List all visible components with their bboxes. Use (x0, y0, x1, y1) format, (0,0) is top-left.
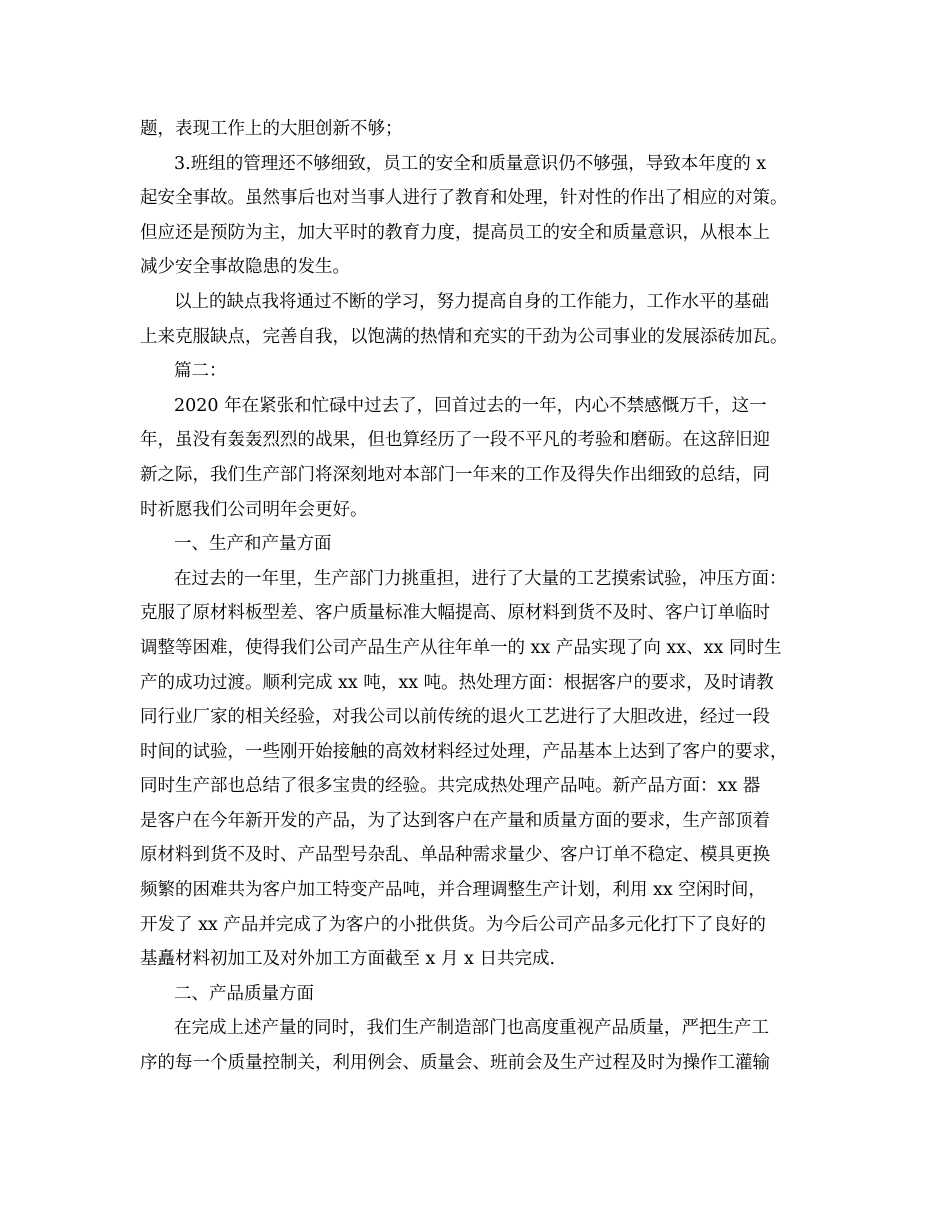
text-line: 上来克服缺点，完善自我，以饱满的热情和充实的干劲为公司事业的发展添砖加瓦。 (140, 326, 788, 347)
text-line: 基矗材料初加工及对外加工方面截至 x 月 x 日共完成. (140, 949, 556, 970)
text-line: 在完成上述产量的同时，我们生产制造部门也高度重视产品质量，严把生产工 (174, 1018, 769, 1039)
text-line: 3.班组的管理还不够细致，员工的安全和质量意识仍不够强，导致本年度的 x (174, 153, 767, 174)
text-line: 篇二： (174, 361, 227, 382)
text-line: 序的每一个质量控制关，利用例会、质量会、班前会及生产过程及时为操作工灌输 (140, 1053, 770, 1074)
text-line: 减少安全事故隐患的发生。 (140, 257, 350, 278)
text-line: 题，表现工作上的大胆创新不够； (140, 119, 403, 139)
text-line: 开发了 xx 产品并完成了为客户的小批供货。为今后公司产品多元化打下了良好的 (140, 914, 766, 935)
text-line: 是客户在今年新开发的产品，为了达到客户在产量和质量方面的要求，生产部顶着 (140, 810, 770, 831)
document-body (140, 112, 830, 1081)
text-line: 克服了原材料板型差、客户质量标准大幅提高、原材料到货不及时、客户订单临时 (140, 603, 770, 624)
text-line: 二、产品质量方面 (174, 983, 314, 1004)
text-line: 一、生产和产量方面 (174, 534, 332, 555)
text-line: 同时生产部也总结了很多宝贵的经验。共完成热处理产品吨。新产品方面：xx 器 (140, 776, 761, 797)
text-line: 在过去的一年里，生产部门力挑重担，进行了大量的工艺摸索试验，冲压方面： (174, 568, 787, 589)
text-line: 产的成功过渡。顺利完成 xx 吨，xx 吨。热处理方面：根据客户的要求，及时请教 (140, 672, 774, 693)
text-line: 调整等困难，使得我们公司产品生产从往年单一的 xx 产品实现了向 xx、xx 同时生 (140, 637, 782, 658)
text-line: 年，虽没有轰轰烈烈的战果，但也算经历了一段不平凡的考验和磨砺。在这辞旧迎 (140, 430, 770, 451)
text-line: 新之际，我们生产部门将深刻地对本部门一年来的工作及得失作出细致的总结，同 (140, 464, 770, 485)
text-line: 同行业厂家的相关经验，对我公司以前传统的退火工艺进行了大胆改进，经过一段 (140, 707, 770, 728)
text-line: 起安全事故。虽然事后也对当事人进行了教育和处理，针对性的作出了相应的对策。 (140, 188, 788, 209)
text-line: 频繁的困难共为客户加工特变产品吨，并合理调整生产计划，利用 xx 空闲时间， (140, 880, 766, 901)
text-line: 时祈愿我们公司明年会更好。 (140, 499, 368, 520)
text-line: 但应还是预防为主，加大平时的教育力度，提高员工的安全和质量意识，从根本上 (140, 222, 770, 243)
text-line: 以上的缺点我将通过不断的学习，努力提高自身的工作能力，工作水平的基础 (174, 291, 769, 312)
text-line: 原材料到货不及时、产品型号杂乱、单品种需求量少、客户订单不稳定、模具更换 (140, 845, 770, 866)
text-line: 2020 年在紧张和忙碌中过去了，回首过去的一年，内心不禁感慨万千，这一 (174, 395, 767, 416)
text-line: 时间的试验，一些刚开始接触的高效材料经过处理，产品基本上达到了客户的要求， (140, 741, 788, 762)
